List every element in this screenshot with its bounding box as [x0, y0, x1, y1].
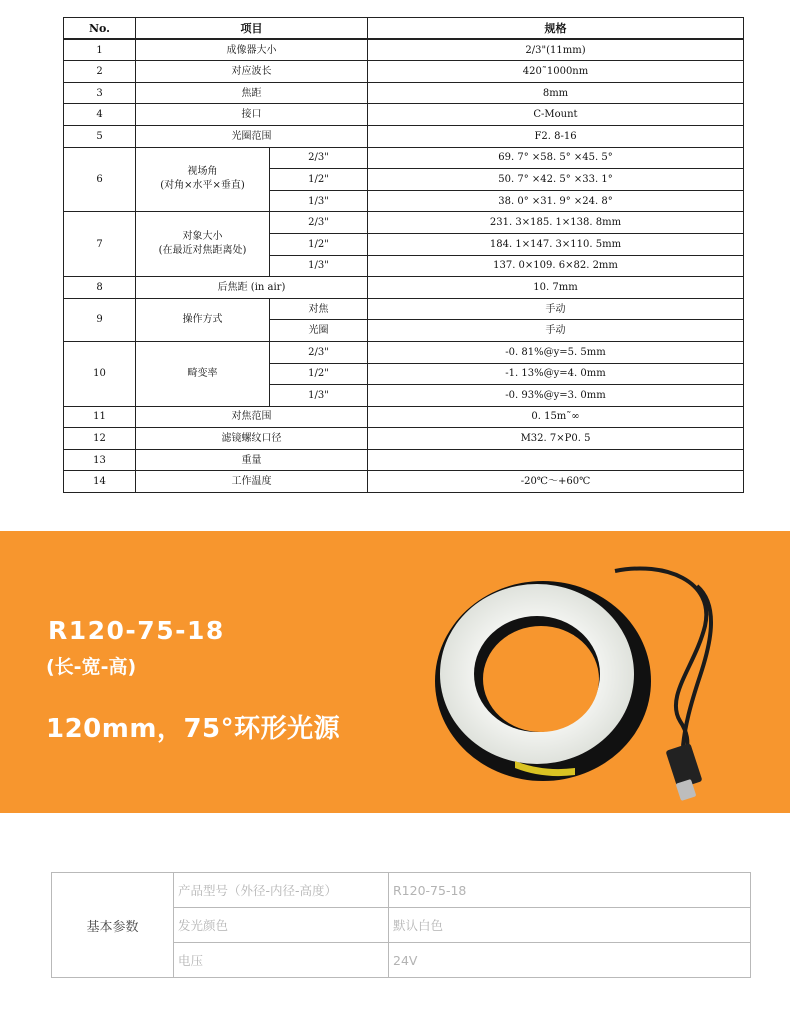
table-row — [52, 873, 751, 908]
row-spec: 231. 3×185. 1×138. 8mm — [368, 212, 744, 234]
row-spec: 137. 0×109. 6×82. 2mm — [368, 255, 744, 277]
row-item: 重量 — [136, 449, 368, 471]
row-spec: 184. 1×147. 3×110. 5mm — [368, 233, 744, 255]
table-row — [64, 39, 744, 61]
param-label: 发光颜色 — [174, 908, 389, 943]
row-sub-label: 2/3" — [270, 147, 368, 169]
product-description: 120mm，75°环形光源 — [46, 714, 341, 744]
row-sub-label: 1/2" — [270, 169, 368, 191]
param-label: 电压 — [174, 943, 389, 978]
row-no: 4 — [64, 104, 136, 126]
row-spec: -0. 81%@y=5. 5mm — [368, 341, 744, 363]
row-spec: 手动 — [368, 298, 744, 320]
basic-params-table — [51, 872, 751, 978]
row-sub-label: 光圈 — [270, 320, 368, 342]
table-row — [64, 428, 744, 450]
row-spec: 手动 — [368, 320, 744, 342]
row-no: 10 — [64, 341, 136, 406]
row-no: 3 — [64, 82, 136, 104]
row-sub-label: 2/3" — [270, 212, 368, 234]
row-sub-label: 1/3" — [270, 190, 368, 212]
spec-header-row — [64, 18, 744, 40]
row-spec: -1. 13%@y=4. 0mm — [368, 363, 744, 385]
row-spec: -20℃～+60℃ — [368, 471, 744, 493]
row-spec: F2. 8-16 — [368, 125, 744, 147]
table-row — [64, 61, 744, 83]
row-no: 9 — [64, 298, 136, 341]
table-row — [64, 104, 744, 126]
product-model-title: R120-75-18 — [48, 616, 225, 645]
table-row — [64, 82, 744, 104]
row-item: 光圈范围 — [136, 125, 368, 147]
row-sub-label: 1/3" — [270, 255, 368, 277]
row-spec: 420˜1000nm — [368, 61, 744, 83]
table-row — [64, 406, 744, 428]
params-group-label: 基本参数 — [52, 873, 174, 978]
row-item: 畸变率 — [136, 341, 270, 406]
param-label: 产品型号（外径-内径-高度） — [174, 873, 389, 908]
row-item: 滤镜螺纹口径 — [136, 428, 368, 450]
param-value: R120-75-18 — [389, 873, 751, 908]
row-spec — [368, 449, 744, 471]
row-spec: 8mm — [368, 82, 744, 104]
row-spec: 2/3"(11mm) — [368, 39, 744, 61]
row-item-line1: 视场角 — [187, 166, 218, 178]
row-sub-label: 对焦 — [270, 298, 368, 320]
row-item — [136, 147, 270, 212]
row-item: 接口 — [136, 104, 368, 126]
row-no: 1 — [64, 39, 136, 61]
row-sub-label: 1/2" — [270, 233, 368, 255]
row-no: 13 — [64, 449, 136, 471]
row-no: 8 — [64, 277, 136, 299]
row-item: 成像器大小 — [136, 39, 368, 61]
param-value: 默认白色 — [389, 908, 751, 943]
table-row — [64, 298, 744, 320]
row-item-line2: (对角×水平×垂直) — [160, 180, 245, 192]
row-no: 7 — [64, 212, 136, 277]
ring-light-image — [425, 546, 735, 811]
row-item-line2: (在最近对焦距离处) — [158, 245, 247, 257]
row-sub-label: 1/2" — [270, 363, 368, 385]
row-no: 2 — [64, 61, 136, 83]
row-no: 5 — [64, 125, 136, 147]
table-row — [64, 341, 744, 363]
row-item: 工作温度 — [136, 471, 368, 493]
ring-center-hole — [483, 626, 599, 732]
param-value: 24V — [389, 943, 751, 978]
row-item: 对应波长 — [136, 61, 368, 83]
table-row — [64, 471, 744, 493]
row-no: 11 — [64, 406, 136, 428]
row-item — [136, 212, 270, 277]
row-sub-label: 1/3" — [270, 385, 368, 407]
row-item: 焦距 — [136, 82, 368, 104]
dimension-note: (长-宽-高) — [46, 656, 137, 678]
header-item: 项目 — [136, 18, 368, 40]
header-no: No. — [64, 18, 136, 40]
row-spec: 38. 0° ×31. 9° ×24. 8° — [368, 190, 744, 212]
row-spec: 69. 7° ×58. 5° ×45. 5° — [368, 147, 744, 169]
row-sub-label: 2/3" — [270, 341, 368, 363]
table-row — [64, 449, 744, 471]
row-spec: 0. 15m˜∞ — [368, 406, 744, 428]
table-row — [64, 125, 744, 147]
row-no: 14 — [64, 471, 136, 493]
row-item-line1: 对象大小 — [182, 231, 223, 243]
row-no: 12 — [64, 428, 136, 450]
table-row — [64, 277, 744, 299]
row-spec: 10. 7mm — [368, 277, 744, 299]
spec-table — [63, 17, 744, 493]
row-spec: C-Mount — [368, 104, 744, 126]
row-spec: -0. 93%@y=3. 0mm — [368, 385, 744, 407]
row-item: 操作方式 — [136, 298, 270, 341]
row-item: 对焦范围 — [136, 406, 368, 428]
row-spec: M32. 7×P0. 5 — [368, 428, 744, 450]
row-item: 后焦距 (in air) — [136, 277, 368, 299]
table-row — [64, 147, 744, 169]
row-no: 6 — [64, 147, 136, 212]
table-row — [64, 212, 744, 234]
product-banner — [0, 531, 790, 813]
header-spec: 规格 — [368, 18, 744, 40]
row-spec: 50. 7° ×42. 5° ×33. 1° — [368, 169, 744, 191]
